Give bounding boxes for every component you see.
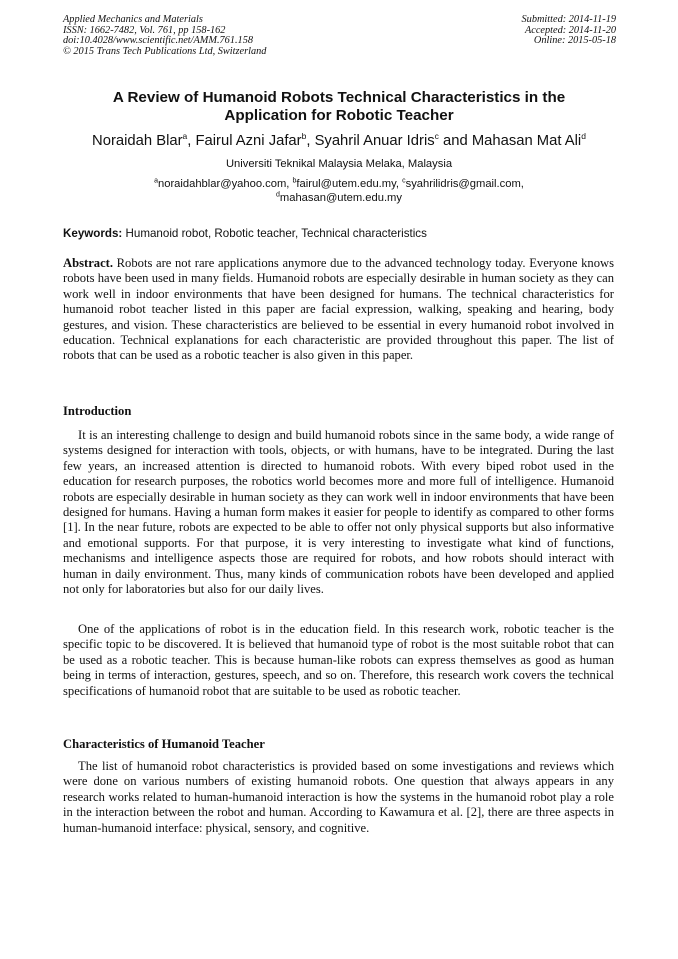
title-line-2: Application for Robotic Teacher (224, 107, 454, 124)
author-name: Mahasan Mat Ali (471, 133, 582, 149)
characteristics-paragraph-1: The list of humanoid robot characteristics is provided based on some investigations and reviews which were done on various numbers of existing humanoid robots. One question that always appears in any research works related to human-humanoid interaction is how the systems in the humanoid robot play a role in the interaction between the robot and human. According to Kawamura et al. [2], there are three aspects in human-humanoid interface: physical, sensory, and cognitive. (63, 759, 614, 835)
email-separator: , (286, 178, 293, 190)
keywords (63, 227, 427, 241)
author-mark: c (434, 131, 439, 142)
email-mark: c (402, 177, 406, 185)
author-name: Syahril Anuar Idris (314, 133, 435, 149)
journal-info (63, 15, 266, 57)
email-line-1 (40, 177, 638, 191)
submitted-date: Submitted: 2014-11-19 (521, 14, 616, 25)
author-emails (40, 177, 638, 205)
keywords-label: Keywords: (63, 227, 123, 240)
author-separator: , (306, 133, 315, 149)
submission-dates (522, 15, 616, 47)
section-heading-introduction: Introduction (63, 404, 132, 418)
author-name: Noraidah Blar (92, 133, 183, 149)
keywords-text: Humanoid robot, Robotic teacher, Technical characteristics (122, 227, 427, 240)
affiliation: Universiti Teknikal Malaysia Melaka, Malaysia (225, 158, 453, 170)
journal-name: Applied Mechanics and Materials (63, 14, 203, 25)
section-heading-characteristics: Characteristics of Humanoid Teacher (63, 737, 265, 751)
online-date: Online: 2015-05-18 (533, 35, 616, 46)
abstract-text: Robots are not rare applications anymore due to the advanced technology today. Everyone knows robots have been used in many fields. Humanoid robots are especially desirable in human society as they can work well in indoor environments that have been designed for humans. The technical characteristics for humanoid robot teacher listed in this paper are facial expression, walking, speaking and hearing, body gestures, and vision. These characteristics are believed to be essential in every humanoid robot involved in education. Technical explanations for each characteristic are provided throughout this paper. The list of robots that can be used as a robotic teacher is also given in this paper. (63, 256, 614, 363)
email-address[interactable]: fairul@utem.edu.my (296, 178, 396, 190)
author-separator: and (438, 133, 472, 149)
email-mark: a (154, 177, 159, 185)
accepted-date: Accepted: 2014-11-20 (524, 24, 616, 36)
paper-title (40, 89, 638, 125)
introduction-paragraph-1: It is an interesting challenge to design and build humanoid robots since in the same body, a wide range of systems designed for interaction with tools, objects, or with humans, have to be integrated. During the last few years, an increased attention is directed to humanoid robots. With every biped robot used in the education for research purposes, the robotics world becomes more and more full of intelligence. Humanoid robots are especially desirable in human society as they can work well in indoor environments that have been designed for humans. Having a human form makes it easier for people to identify as compared to other forms [1]. In the near future, robots are expected to be able to offer not only physical supports but also informative and emotional supports. For that purpose, it is very interesting to investigate what kind of functions, mechanisms and intelligence aspects those are required for robots, and how robots should interact with human in daily environment. Thus, many kinds of communication robots have been developed and applied not only for laboratories but also for our daily lives. (63, 428, 614, 597)
title-line-1: A Review of Humanoid Robots Technical Characteristics in the (112, 89, 566, 106)
author-mark: d (581, 131, 586, 142)
email-address[interactable]: mahasan@utem.edu.my (279, 192, 402, 204)
author-mark: b (301, 131, 307, 142)
author-list (20, 132, 658, 150)
journal-doi: doi:10.4028/www.scientific.net/AMM.761.158 (63, 35, 253, 46)
email-mark: b (292, 177, 297, 185)
journal-copyright: © 2015 Trans Tech Publications Ltd, Switzerland (63, 45, 267, 57)
introduction-paragraph-2: One of the applications of robot is in the education field. In this research work, robotic teacher is the specific topic to be discovered. It is believed that humanoid type of robot is the most suitable robot that can be used as a robotic teacher. This is because human-like robots can express themselves as good as human being in terms of interaction, gestures, speech, and so on. Therefore, this research work covers the technical specifications of humanoid robot that are suitable to be used as robotic teacher. (63, 622, 614, 698)
author-name: Fairul Azni Jafar (195, 133, 302, 149)
journal-issn: ISSN: 1662-7482, Vol. 761, pp 158-162 (63, 24, 226, 36)
abstract-label: Abstract. (63, 256, 114, 270)
author-mark: a (182, 131, 188, 142)
email-address[interactable]: noraidahblar@yahoo.com (158, 178, 287, 190)
email-mark: d (276, 191, 280, 199)
author-separator: , (187, 133, 196, 149)
email-separator: , (395, 178, 403, 190)
email-separator: , (520, 178, 524, 190)
abstract (63, 256, 614, 364)
email-address[interactable]: syahrilidris@gmail.com (405, 178, 521, 190)
email-line-2 (40, 191, 638, 205)
